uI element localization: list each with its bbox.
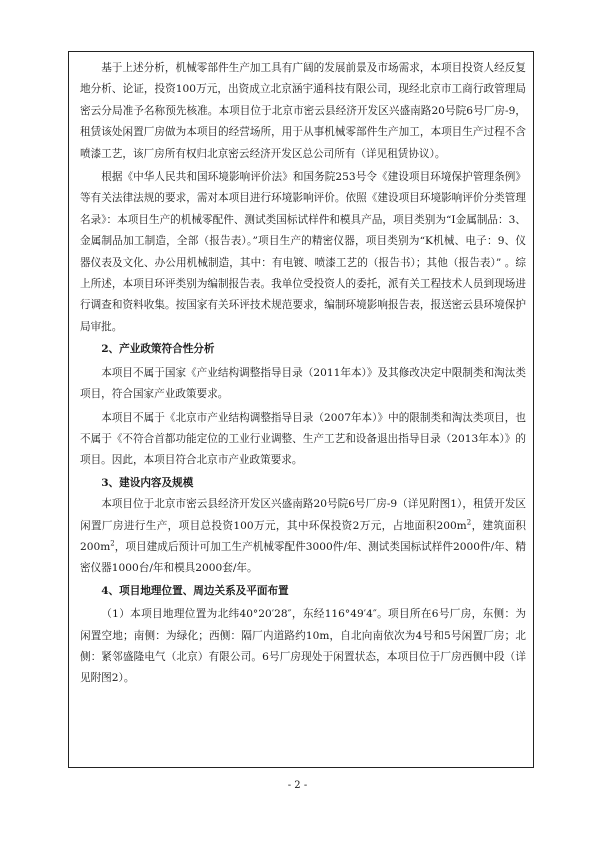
heading-industrial-policy: 2、产业政策符合性分析	[101, 343, 215, 356]
heading-construction-scale: 3、建设内容及规模	[101, 476, 194, 489]
construction-text-b: ，建筑面积200m	[80, 519, 526, 553]
paragraph-location: （1）本项目地理位置为北纬40°20′28″，东经116°49′4″。项目所在6号厂房，东侧：为闲置空地；南侧：为绿化；西侧：隔厂内道路约10m，自北向南依次为4号和5号闲置厂房；北侧：紧邻盛隆电气（北京）有限公司。6号厂房现处于闲置状态，本项目位于厂房西侧中段（详见附图2）。	[80, 608, 526, 685]
page-number: - 2 -	[287, 780, 308, 791]
construction-text-c: ，项目建成后预计可加工生产机械零配件3000件/年、测试类国标试样件2000件/年、精密仪器1000台/年和模具2000套/年。	[80, 540, 526, 575]
document-body	[80, 58, 526, 690]
paragraph-beijing-policy: 本项目不属于《北京市产业结构调整指导目录（2007年本）》中的限制类和淘汰类项目，也不属于《不符合首都功能定位的工业行业调整、生产工艺和设备退出指导目录（2013年本）》的项目。因此，本项目符合北京市产业政策要求。	[80, 411, 526, 467]
paragraph-national-policy: 本项目不属于国家《产业结构调整指导目录（2011年本）》及其修改决定中限制类和淘汰类项目，符合国家产业政策要求。	[80, 366, 526, 401]
superscript-2: 2	[110, 539, 115, 548]
paragraph-construction	[80, 494, 526, 580]
paragraph-eia-basis: 根据《中华人民共和国环境影响评价法》和国务院253号令《建设项目环境保护管理条例》等有关法律法规的要求，需对本项目进行环境影响评价。依照《建设项目环境影响评价分类管理名录》：本项目生产的机械零配件、测试类国标试样件和模具产品，项目类别为“I金属制品：3、金属制品加工制造，全部（报告表）。”项目生产的精密仪器，项目类别为“K机械、电子：9、仪器仪表及文化、办公用机械制造，其中：有电镀、喷漆工艺的（报告书）；其他（报告表）” 。综上所述，本项目环评类别为编制报告表。我单位受投资人的委托，派有关工程技术人员到现场进行调查和资料收集。按国家有关环评技术规范要求，编制环境影响报告表，报送密云县环境保护局审批。	[80, 171, 526, 333]
heading-location-layout: 4、项目地理位置、周边关系及平面布置	[101, 584, 289, 597]
construction-text-a: 本项目位于北京市密云县经济开发区兴盛南路20号院6号厂房-9（详见附图1），租赁开发区闲置厂房进行生产，项目总投资100万元，其中环保投资2万元，占地面积200m	[80, 498, 526, 532]
superscript-2: 2	[466, 518, 472, 526]
paragraph-background: 基于上述分析，机械零部件生产加工具有广阔的发展前景及市场需求，本项目投资人经反复地分析、论证，投资100万元，出资成立北京涵宇通科技有限公司，现经北京市工商行政管理局密云分局准予名称预先核准。本项目位于北京市密云县经济开发区兴盛南路20号院6号厂房-9，租赁该处闲置厂房做为本项目的经营场所，用于从事机械零部件生产加工，本项目生产过程不含喷漆工艺，该厂房所有权归北京密云经济开发区总公司所有（详见租赁协议）。	[80, 62, 526, 160]
